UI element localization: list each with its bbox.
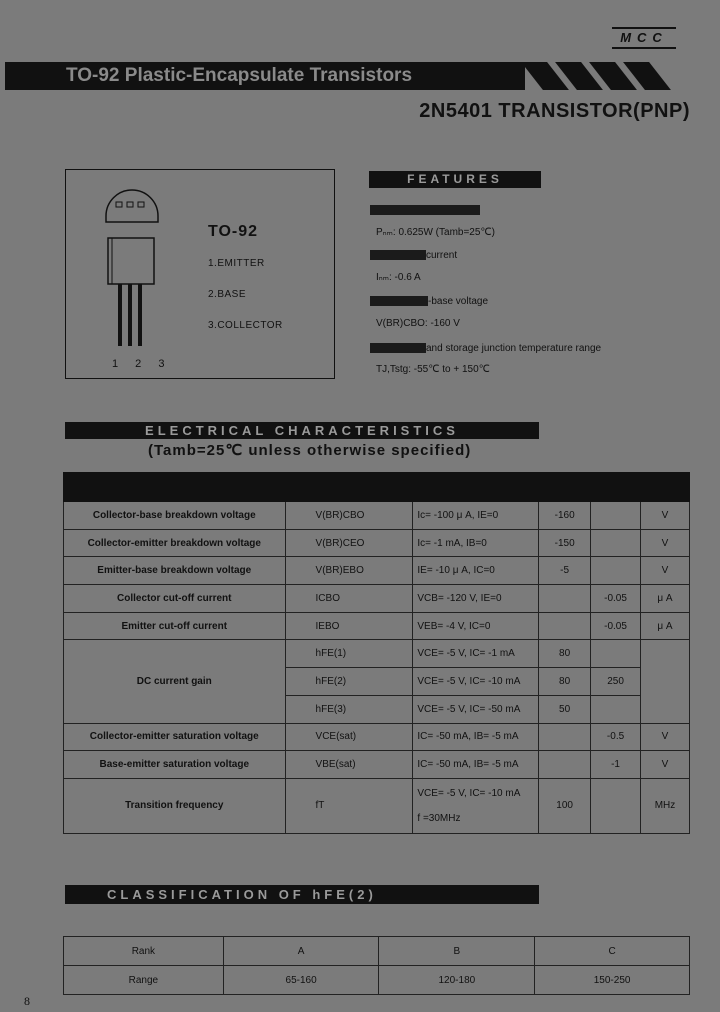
table-row: DC current gain hFE(1) VCE= -5 V, IC= -1 mA 80: [64, 640, 690, 668]
redacted-mark: [370, 250, 426, 260]
table-row: Base-emitter saturation voltage VBE(sat) IC= -50 mA, IB= -5 mA -1 V: [64, 751, 690, 779]
electrical-table: [63, 472, 690, 834]
redacted-mark: [370, 296, 428, 306]
feature-1-value: Pₙₘ: 0.625W (Tamb=25℃): [376, 227, 495, 238]
mcc-logo: MCC: [612, 27, 676, 49]
table-row: Emitter cut-off current IEBO VEB= -4 V, IC=0 -0.05 μ A: [64, 612, 690, 640]
table-row: hFE(3) VCE= -5 V, IC= -50 mA 50: [64, 695, 690, 723]
package-box: [65, 169, 335, 379]
pin-3-label: 3.COLLECTOR: [208, 320, 283, 331]
redacted-mark: [370, 205, 480, 215]
feature-2-title: current: [370, 250, 457, 261]
table-row: Range 65-160 120-180 150-250: [64, 966, 690, 995]
pin-numbers: 1 2 3: [112, 358, 172, 370]
table-row: hFE(2) VCE= -5 V, IC= -10 mA 80 250: [64, 668, 690, 696]
pin-2-label: 2.BASE: [208, 289, 247, 300]
table-row: Collector-base breakdown voltage V(BR)CBO Ic= -100 μ A, IE=0 -160 V: [64, 502, 690, 530]
feature-3-title: -base voltage: [370, 296, 488, 307]
feature-3-value: V(BR)CBO: -160 V: [376, 318, 460, 329]
pin-1-label: 1.EMITTER: [208, 258, 265, 269]
table-header-row: [64, 473, 690, 502]
feature-4-value: TJ,Tstg: -55℃ to + 150℃: [376, 364, 490, 375]
classification-table: [63, 936, 690, 995]
package-name: TO-92: [208, 223, 259, 240]
part-number: 2N5401 TRANSISTOR(PNP): [419, 100, 690, 122]
table-row: Emitter-base breakdown voltage V(BR)EBO IE= -10 μ A, IC=0 -5 V: [64, 557, 690, 585]
feature-1-title: [370, 205, 480, 216]
table-row: Collector-emitter breakdown voltage V(BR)CEO Ic= -1 mA, IB=0 -150 V: [64, 529, 690, 557]
to92-package-drawing: [96, 186, 166, 366]
redacted-mark: [370, 343, 426, 353]
electrical-subheading: (Tamb=25℃ unless otherwise specified): [148, 442, 472, 459]
document-title: TO-92 Plastic-Encapsulate Transistors: [66, 65, 413, 86]
features-heading: FEATURES: [369, 171, 541, 188]
table-row: Rank A B C: [64, 937, 690, 966]
table-row: Collector cut-off current ICBO VCB= -120 V, IE=0 -0.05 μ A: [64, 585, 690, 613]
page-number: 8: [24, 994, 30, 1008]
table-row: Collector-emitter saturation voltage VCE(sat) IC= -50 mA, IB= -5 mA -0.5 V: [64, 723, 690, 751]
electrical-heading: ELECTRICAL CHARACTERISTICS: [65, 422, 539, 439]
table-row: Transition frequency fT VCE= -5 V, IC= -10 mA f =30MHz 100 MHz: [64, 778, 690, 833]
feature-2-value: Iₙₘ: -0.6 A: [376, 272, 421, 283]
feature-4-title: and storage junction temperature range: [370, 343, 601, 354]
classification-heading: CLASSIFICATION OF hFE(2): [65, 885, 539, 904]
